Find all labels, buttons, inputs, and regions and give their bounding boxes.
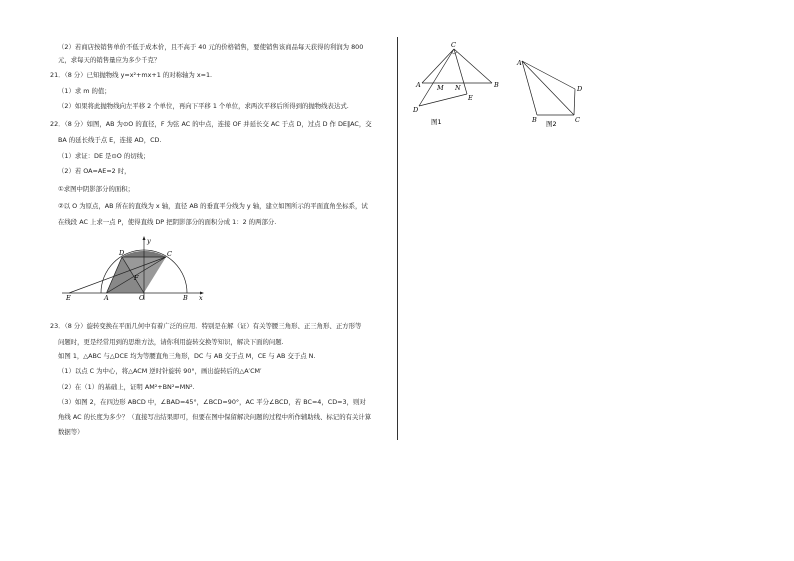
fig1-label-E: E — [468, 94, 473, 102]
fig1-label-D: D — [413, 106, 419, 114]
q22-label-B: B — [183, 294, 188, 302]
fig2-label-C: C — [575, 116, 580, 124]
q21-part2: （2）如果将此抛物线向左平移 2 个单位，再向下平移 1 个单位，求两次平移后所得到的抛物线表达式. — [58, 102, 349, 110]
q22-part2: （2）若 OA=AE=2 时， — [58, 167, 131, 175]
q22-label-C: C — [167, 250, 172, 258]
q22-label-A: A — [104, 294, 109, 302]
q20-part2-line1: （2）若商店按销售单价不低于成本价，且不高于 40 元的价格销售，要使销售该商品每天获得的利润为 800 — [58, 43, 364, 51]
column-divider — [397, 37, 398, 440]
q22-part2-sub1: ①求图中阴影部分的面积； — [58, 185, 135, 193]
q23-stem-line3: 如图 1，△ABC 与△DCE 均为等腰直角三角形，DC 与 AB 交于点 M，CE 与 AB 交于点 N. — [58, 352, 316, 360]
q22-part2-sub2-line2: 在线段 AC 上求一点 P，使得直线 DP 把阴影部分的面积分成 1：2 的两部分. — [58, 218, 277, 226]
figure-2 — [512, 52, 596, 132]
q22-label-D: D — [119, 249, 125, 257]
q23-part2: （2）在（1）的基础上，证明 AM²+BN²=MN². — [58, 383, 195, 391]
q23-stem-line2: 问题时，更是经常用到的思维方法，请你利用旋转交换等知识，解决下面的问题. — [58, 338, 284, 346]
q22-part2-sub2-line1: ②以 O 为原点，AB 所在的直线为 x 轴，直径 AB 的垂直平分线为 y 轴，建立如图所示的平面直角坐标系，试 — [58, 202, 368, 210]
fig1-label-M: M — [437, 84, 444, 92]
q22-label-F: F — [134, 274, 139, 282]
fig1-label-C: C — [451, 41, 456, 49]
q23-part3-line1: （3）如图 2，在四边形 ABCD 中，∠BAD=45°，∠BCD=90°，AC 平分∠BCD，若 BC=4，CD=3，则对 — [58, 398, 366, 406]
q22-stem-line2: BA 的延长线于点 E，连接 AD，CD. — [58, 136, 162, 144]
q22-label-O: O — [139, 294, 145, 302]
fig1-label-A: A — [416, 81, 421, 89]
q22-label-y: y — [147, 237, 151, 245]
fig1-label-N: N — [455, 84, 461, 92]
q20-part2-line2: 元，求每天的销售量应为多少千克？ — [58, 56, 161, 64]
fig1-caption: 图1 — [431, 118, 442, 126]
q21-part1: （1）求 m 的值； — [58, 87, 111, 95]
fig2-caption: 图2 — [546, 120, 557, 128]
q21-stem: 21．（8 分）已知抛物线 y=x²+mx+1 的对称轴为 x=1. — [50, 71, 213, 79]
fig2-label-D: D — [577, 85, 583, 93]
q22-label-E: E — [66, 294, 71, 302]
fig2-label-A: A — [517, 59, 522, 67]
q23-part1: （1）以点 C 为中心，将△ACM 逆时针旋转 90°，画出旋转后的△A′CM′ — [58, 367, 262, 375]
q23-part3-line3: 数据等） — [58, 428, 84, 436]
q22-figure — [58, 234, 208, 302]
q22-label-x: x — [199, 294, 203, 302]
figure-1 — [408, 40, 504, 130]
q22-stem-line1: 22．（8 分）如图，AB 为⊙O 的直径，F 为弦 AC 的中点，连接 OF 并延长交 AC 于点 D，过点 D 作 DE∥AC，交 — [50, 120, 372, 128]
q22-part1: （1）求证：DE 是⊙O 的切线； — [58, 152, 150, 160]
q23-part3-line2: 角线 AC 的长度为多少？（直接写出结果即可，但要在图中保留解决问题的过程中所作辅助线、标记的有关计算 — [58, 413, 372, 421]
q23-stem-line1: 23．（8 分）旋转变换在平面几何中有着广泛的应用．特别是在解（证）有关等腰三角形、正三角形、正方形等 — [50, 322, 362, 330]
fig2-label-B: B — [532, 116, 537, 124]
fig1-label-B: B — [494, 81, 499, 89]
